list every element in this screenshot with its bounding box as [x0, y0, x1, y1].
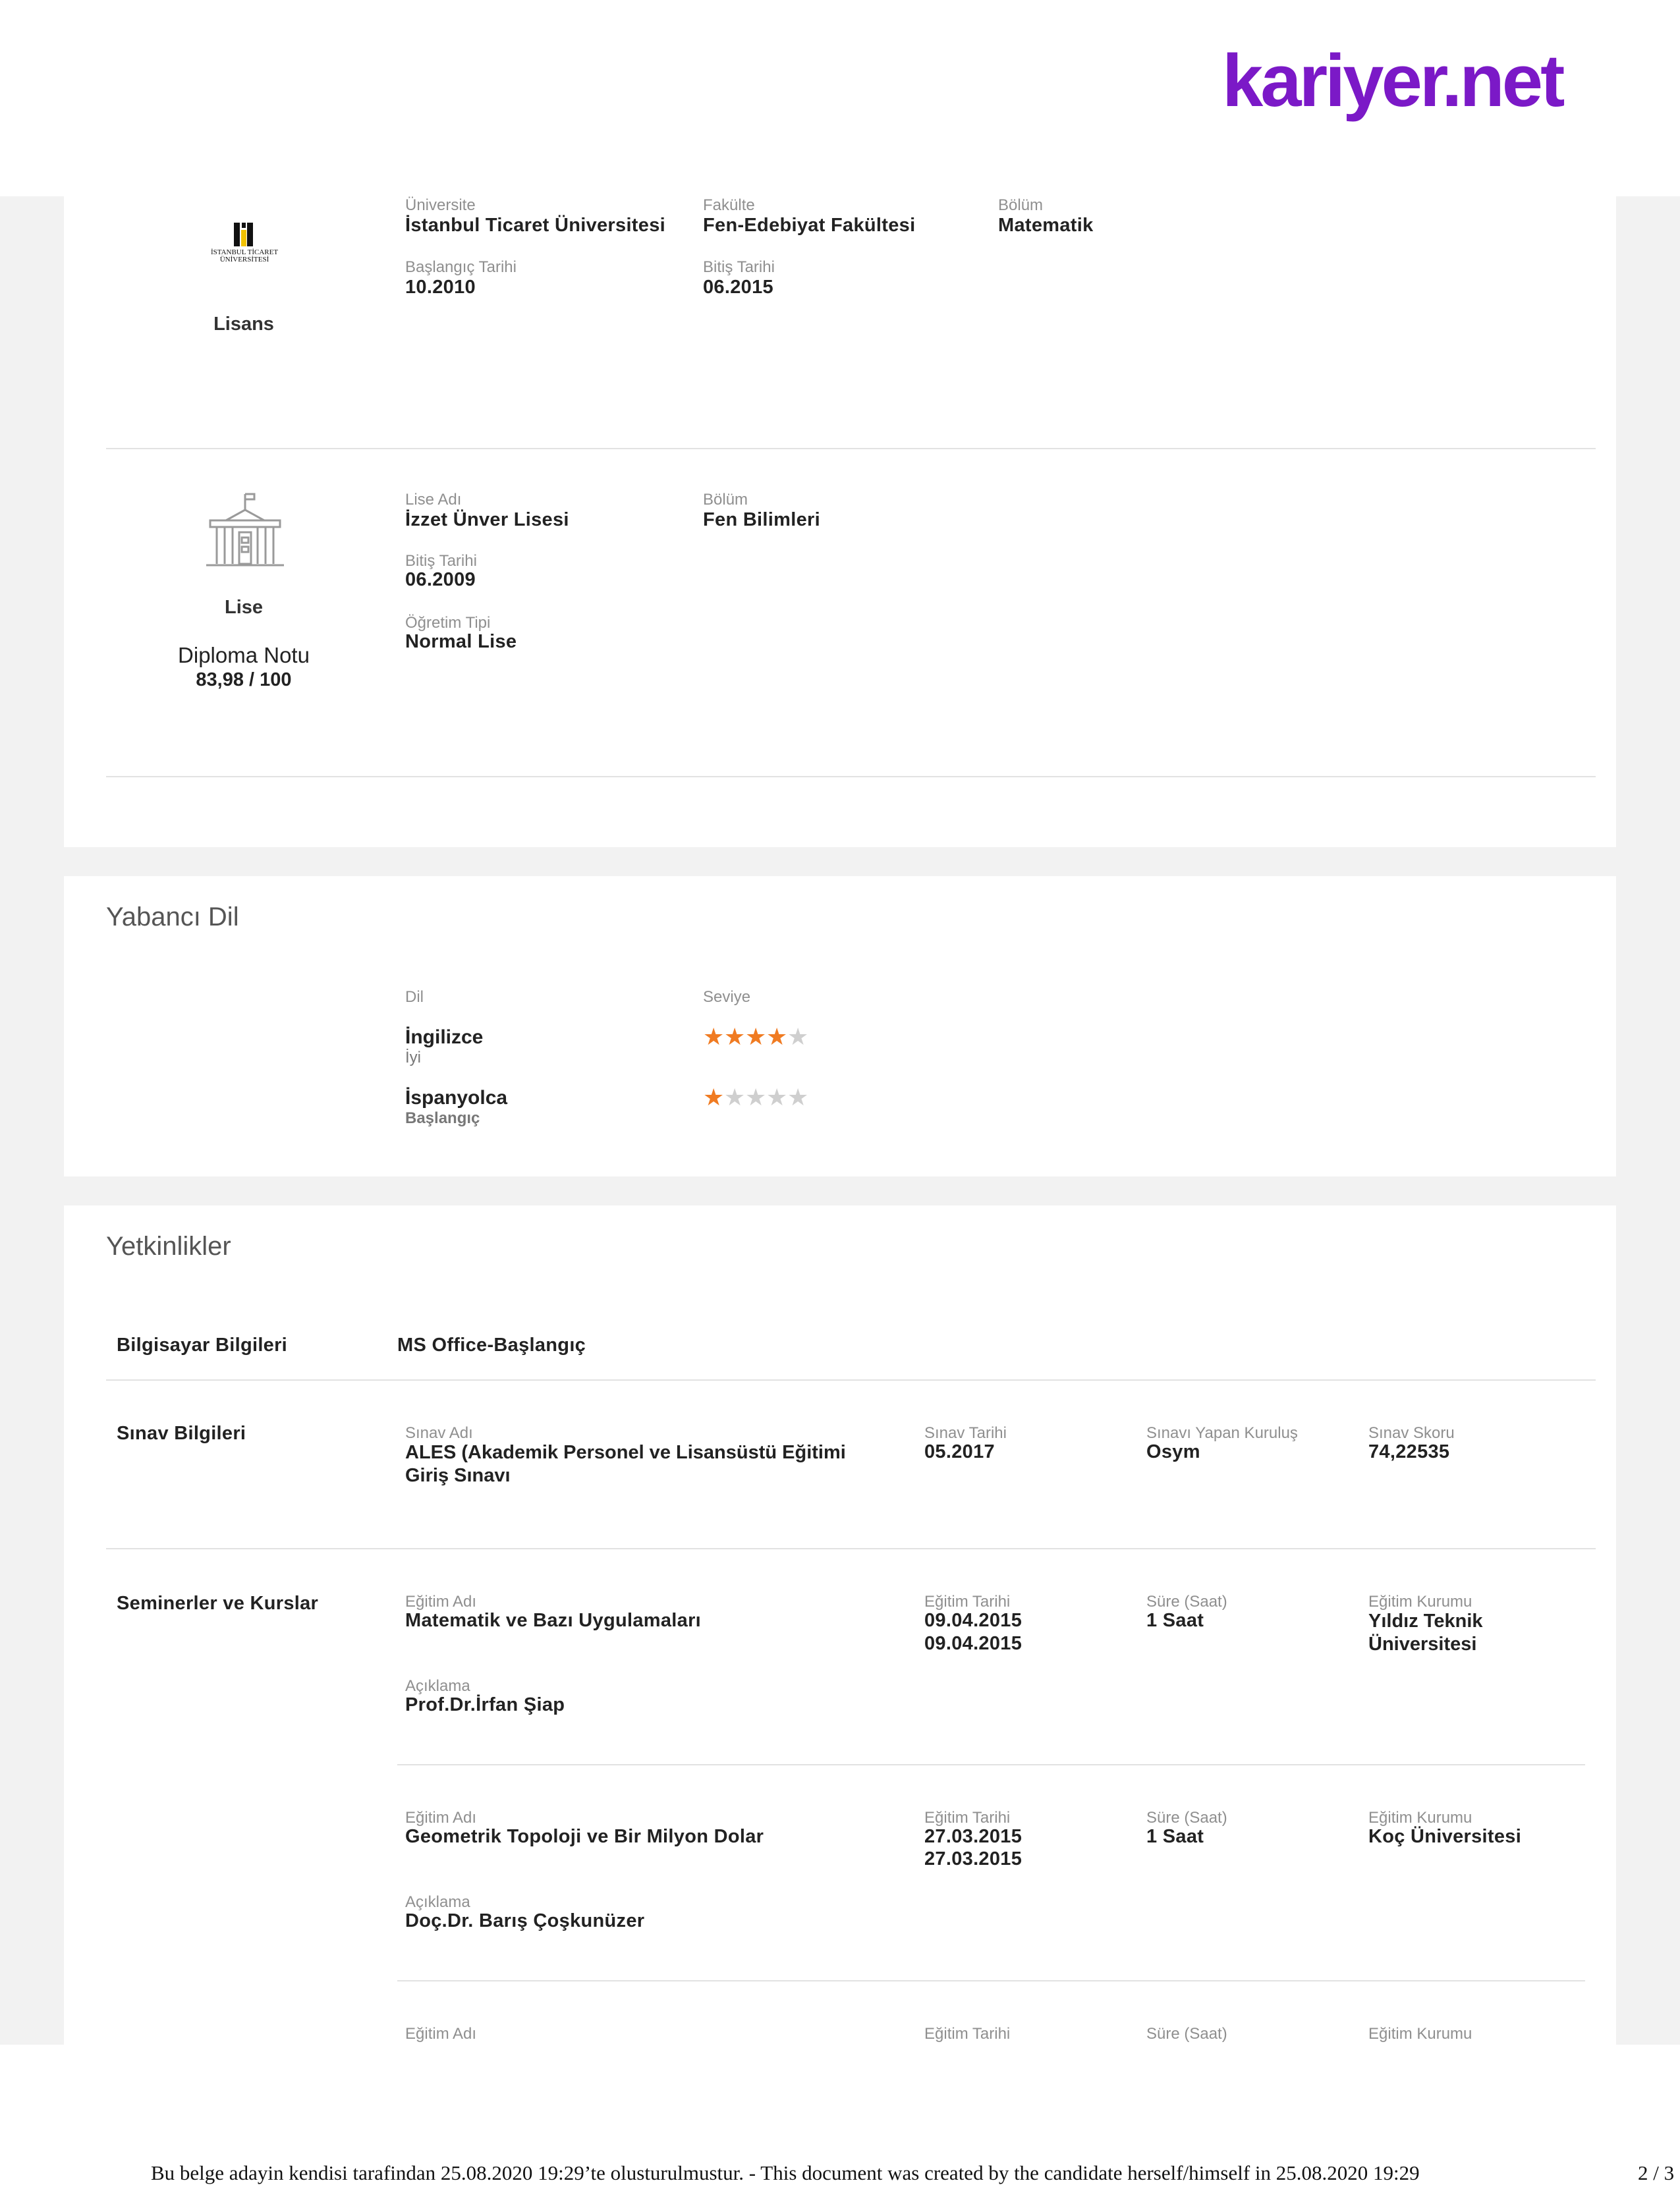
star-icon: ★ [703, 1023, 725, 1050]
computer-skills-value: MS Office-Başlangıç [397, 1335, 586, 1356]
highschool-department: Fen Bilimleri [703, 509, 820, 530]
exam-name: ALES (Akademik Personel ve Lisansüstü Eğitimi Giriş Sınavı [405, 1442, 846, 1486]
diploma-value: 83,98 / 100 [196, 669, 292, 690]
course-duration-label: Süre (Saat) [1146, 1593, 1227, 1611]
course-name: Geometrik Topoloji ve Bir Milyon Dolar [405, 1826, 764, 1847]
education-card [64, 196, 1616, 847]
exam-org: Osym [1146, 1441, 1200, 1462]
course-name-label: Eğitim Adı [405, 1809, 477, 1827]
course-date-end: 27.03.2015 [924, 1848, 1022, 1869]
rating-stars [703, 1025, 835, 1051]
course-date-start: 09.04.2015 [924, 1610, 1022, 1631]
course-desc: Doç.Dr. Barış Çoşkunüzer [405, 1910, 645, 1931]
language-name: İngilizce [405, 1026, 484, 1048]
divider [106, 1379, 1596, 1381]
school-building-icon [202, 491, 288, 570]
start-date: 10.2010 [405, 277, 476, 298]
divider [106, 448, 1596, 449]
section-title: Yabancı Dil [106, 902, 239, 931]
course-duration-label: Süre (Saat) [1146, 2025, 1227, 2043]
star-icon: ★ [766, 1084, 788, 1111]
highschool-end: 06.2009 [405, 569, 476, 590]
star-icon: ★ [745, 1084, 767, 1111]
university-logo-text: İSTANBUL TİCARET ÜNİVERSİTESİ [210, 248, 279, 263]
exam-date: 05.2017 [924, 1441, 995, 1462]
university-label: Üniversite [405, 196, 476, 214]
courses-label: Seminerler ve Kurslar [117, 1593, 319, 1614]
exams-label: Sınav Bilgileri [117, 1423, 246, 1444]
skills-card [64, 1205, 1616, 2045]
course-org-label: Eğitim Kurumu [1368, 1809, 1472, 1827]
star-icon: ★ [787, 1023, 809, 1050]
department-label: Bölüm [998, 196, 1044, 214]
highschool-type: Normal Lise [405, 631, 517, 652]
faculty-label: Fakülte [703, 196, 755, 214]
language-level-text: Başlangıç [405, 1109, 480, 1127]
course-duration: 1 Saat [1146, 1610, 1204, 1631]
course-name-label: Eğitim Adı [405, 1593, 477, 1611]
faculty-name: Fen-Edebiyat Fakültesi [703, 215, 916, 236]
exam-score-label: Sınav Skoru [1368, 1424, 1455, 1442]
department-name: Matematik [998, 215, 1094, 236]
end-date: 06.2015 [703, 277, 773, 298]
university-level: Lisans [213, 314, 274, 335]
course-date-start: 27.03.2015 [924, 1826, 1022, 1847]
highschool-end-label: Bitiş Tarihi [405, 552, 477, 570]
course-duration: 1 Saat [1146, 1826, 1204, 1847]
computer-skills-label: Bilgisayar Bilgileri [117, 1335, 288, 1356]
exam-org-label: Sınavı Yapan Kuruluş [1146, 1424, 1298, 1442]
level-column-label: Seviye [703, 988, 751, 1006]
star-icon: ★ [724, 1084, 746, 1111]
course-date-end: 09.04.2015 [924, 1633, 1022, 1654]
kariyer-logo: kariyer.net [1222, 40, 1563, 122]
rating-stars [703, 1086, 835, 1112]
divider [106, 776, 1596, 777]
divider [397, 1764, 1585, 1765]
course-date-label: Eğitim Tarihi [924, 1809, 1011, 1827]
star-icon: ★ [787, 1084, 809, 1111]
page-number: 2 / 3 [1638, 2161, 1675, 2184]
star-icon: ★ [703, 1084, 725, 1111]
course-org-label: Eğitim Kurumu [1368, 2025, 1472, 2043]
diploma-label: Diploma Notu [178, 643, 310, 667]
footer-note: Bu belge adayin kendisi tarafindan 25.08.2020 19:29’te olusturulmustur. - This document was created by the candidate herself/himself in 25.08.2020 19:29 [151, 2161, 1420, 2184]
star-icon: ★ [766, 1023, 788, 1050]
language-name: İspanyolca [405, 1087, 508, 1109]
star-icon: ★ [724, 1023, 746, 1050]
highschool-type-label: Öğretim Tipi [405, 614, 491, 632]
highschool-level: Lise [224, 597, 264, 618]
exam-name-label: Sınav Adı [405, 1424, 473, 1442]
exam-score: 74,22535 [1368, 1441, 1450, 1462]
start-date-label: Başlangıç Tarihi [405, 258, 517, 276]
university-name: İstanbul Ticaret Üniversitesi [405, 215, 665, 236]
highschool-name: İzzet Ünver Lisesi [405, 509, 569, 530]
languages-card [64, 876, 1616, 1176]
star-icon: ★ [745, 1023, 767, 1050]
course-org-label: Eğitim Kurumu [1368, 1593, 1472, 1611]
course-desc: Prof.Dr.İrfan Şiap [405, 1694, 565, 1715]
course-duration-label: Süre (Saat) [1146, 1809, 1227, 1827]
highschool-name-label: Lise Adı [405, 491, 462, 509]
divider [106, 1548, 1596, 1549]
course-date-label: Eğitim Tarihi [924, 2025, 1011, 2043]
divider [397, 1980, 1585, 1981]
highschool-department-label: Bölüm [703, 491, 748, 509]
course-desc-label: Açıklama [405, 1893, 470, 1911]
course-name: Matematik ve Bazı Uygulamaları [405, 1610, 702, 1631]
course-name-label: Eğitim Adı [405, 2025, 477, 2043]
course-desc-label: Açıklama [405, 1677, 470, 1695]
course-date-label: Eğitim Tarihi [924, 1593, 1011, 1611]
course-org: Koç Üniversitesi [1368, 1826, 1522, 1847]
language-level-text: İyi [405, 1049, 421, 1066]
course-org: Yıldız Teknik Üniversitesi [1368, 1611, 1483, 1655]
end-date-label: Bitiş Tarihi [703, 258, 775, 276]
language-column-label: Dil [405, 988, 424, 1006]
exam-date-label: Sınav Tarihi [924, 1424, 1007, 1442]
section-title: Yetkinlikler [106, 1232, 231, 1261]
